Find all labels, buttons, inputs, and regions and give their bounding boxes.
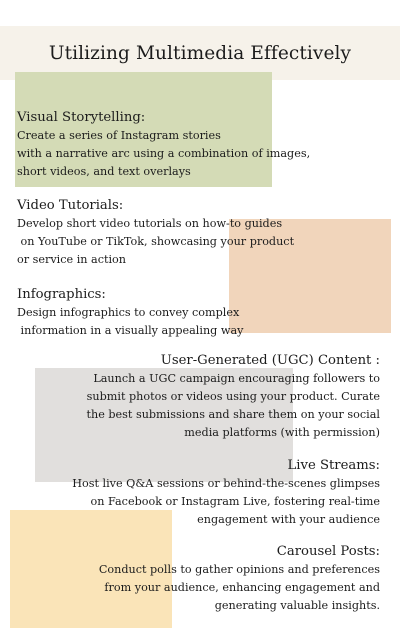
- section-heading: Carousel Posts:: [276, 544, 380, 559]
- section-heading: User-Generated (UGC) Content :: [160, 353, 380, 368]
- section-user-generated-content: [87, 351, 381, 442]
- section-text: information in a visually appealing way: [17, 324, 244, 337]
- section-text: on YouTube or TikTok, showcasing your product: [17, 235, 295, 248]
- section-heading: Video Tutorials:: [17, 198, 124, 213]
- section-text: Host live Q&A sessions or behind-the-scenes glimpses: [72, 477, 380, 490]
- section-text: engagement with your audience: [197, 513, 380, 526]
- section-video-tutorials: [17, 196, 294, 269]
- section-text: from your audience, enhancing engagement and: [104, 581, 380, 594]
- section-text: submit photos or videos using your product. Curate: [86, 390, 380, 403]
- section-text: Develop short video tutorials on how-to guides: [17, 217, 283, 230]
- section-heading: Infographics:: [17, 287, 106, 302]
- section-live-streams: [72, 456, 380, 529]
- section-text: generating valuable insights.: [214, 599, 380, 612]
- section-text: Conduct polls to gather opinions and preferences: [98, 563, 380, 576]
- section-text: on Facebook or Instagram Live, fostering real-time: [90, 495, 380, 508]
- section-text: the best submissions and share them on your social: [86, 408, 380, 421]
- section-text: media platforms (with permission): [184, 426, 380, 439]
- section-text: with a narrative arc using a combination of images,: [17, 147, 311, 160]
- section-text: short videos, and text overlays: [17, 165, 191, 178]
- section-visual-storytelling: [17, 108, 310, 181]
- section-text: Design infographics to convey complex: [17, 306, 240, 319]
- section-text: Create a series of Instagram stories: [17, 129, 221, 142]
- section-carousel-posts: [99, 542, 380, 615]
- section-heading: Visual Storytelling:: [17, 110, 146, 125]
- page-title: Utilizing Multimedia Effectively: [48, 43, 352, 64]
- section-text: or service in action: [17, 253, 126, 266]
- section-text: Launch a UGC campaign encouraging followers to: [93, 372, 380, 385]
- section-infographics: [17, 285, 243, 340]
- section-heading: Live Streams:: [287, 458, 380, 473]
